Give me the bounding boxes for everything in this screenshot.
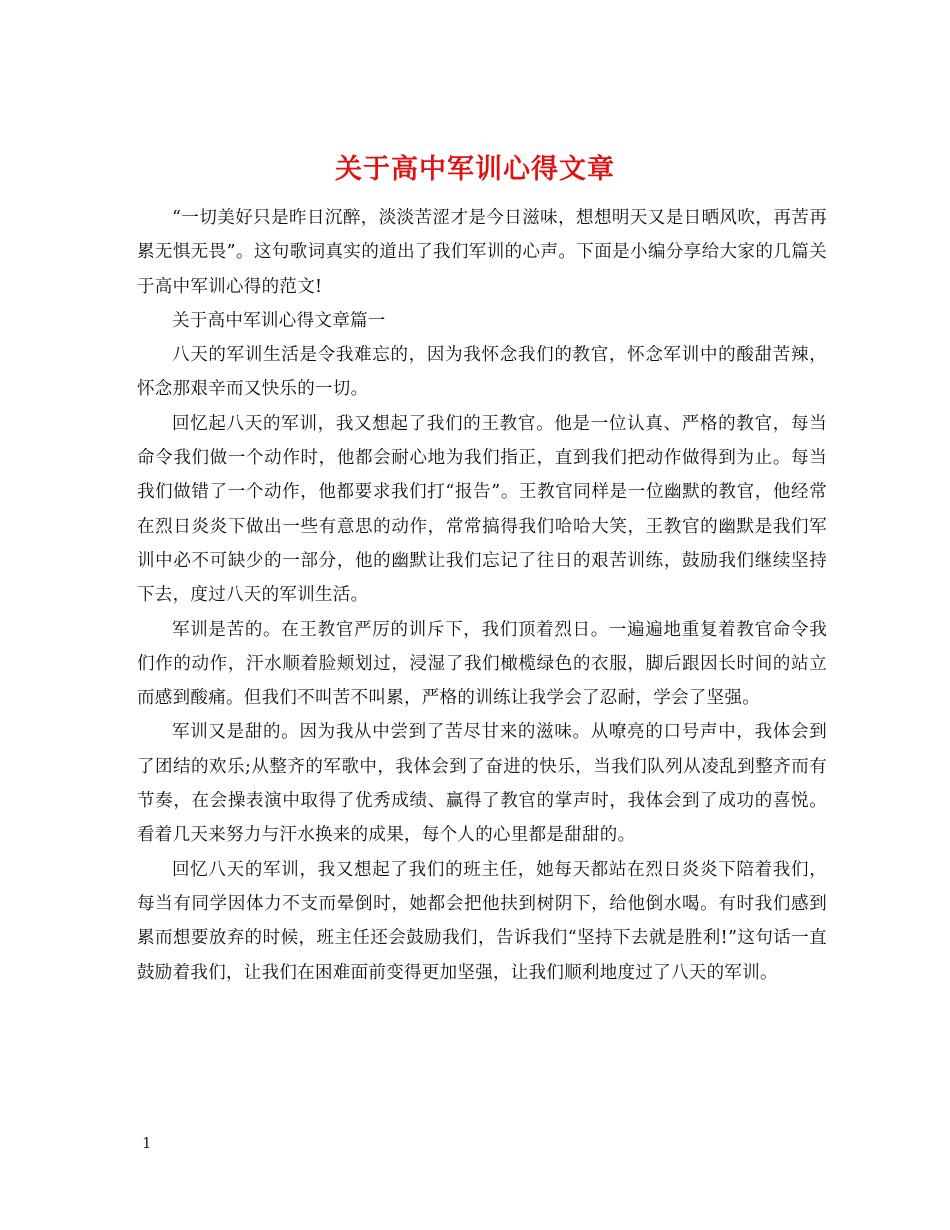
page-number: 1	[142, 1134, 152, 1152]
body-paragraph: 军训是苦的。在王教官严厉的训斥下，我们顶着烈日。一遍遍地重复着教官命令我们作的动作，汗水顺着脸颊划过，浸湿了我们橄榄绿色的衣服，脚后跟因长时间的站立而感到酸痛。但我们不叫苦不叫累，严格的训练让我学会了忍耐，学会了坚强。	[137, 619, 827, 709]
section-heading: 关于高中军训心得文章篇一	[172, 310, 386, 331]
document-title: 关于高中军训心得文章	[335, 154, 615, 186]
intro-paragraph: “一切美好只是昨日沉醉，淡淡苦涩才是今日滋味，想想明天又是日晒风吹，再苦再累无惧无畏”。这句歌词真实的道出了我们军训的心声。下面是小编分享给大家的几篇关于高中军训心得的范文!	[137, 208, 827, 297]
document-body	[137, 201, 827, 990]
body-paragraph: 回忆八天的军训，我又想起了我们的班主任，她每天都站在烈日炎炎下陪着我们，每当有同学因体力不支而晕倒时，她都会把他扶到树阴下，给他倒水喝。有时我们感到累而想要放弃的时候，班主任还会鼓励我们，告诉我们“坚持下去就是胜利!”这句话一直鼓励着我们，让我们在困难面前变得更加坚强，让我们顺利地度过了八天的军训。	[137, 859, 827, 983]
body-paragraph: 军训又是甜的。因为我从中尝到了苦尽甘来的滋味。从嘹亮的口号声中，我体会到了团结的欢乐;从整齐的军歌中，我体会到了奋进的快乐，当我们队列从凌乱到整齐而有节奏，在会操表演中取得了优秀成绩、赢得了教官的掌声时，我体会到了成功的喜悦。看着几天来努力与汗水换来的成果，每个人的心里都是甜甜的。	[137, 722, 827, 846]
body-paragraph: 回忆起八天的军训，我又想起了我们的王教官。他是一位认真、严格的教官，每当命令我们做一个动作时，他都会耐心地为我们指正，直到我们把动作做得到为止。每当我们做错了一个动作，他都要求我们打“报告”。王教官同样是一位幽默的教官，他经常在烈日炎炎下做出一些有意思的动作，常常搞得我们哈哈大笑，王教官的幽默是我们军训中必不可缺少的一部分，他的幽默让我们忘记了往日的艰苦训练，鼓励我们继续坚持下去，度过八天的军训生活。	[137, 413, 827, 606]
body-paragraph: 八天的军训生活是令我难忘的，因为我怀念我们的教官，怀念军训中的酸甜苦辣，怀念那艰辛而又快乐的一切。	[137, 345, 827, 400]
